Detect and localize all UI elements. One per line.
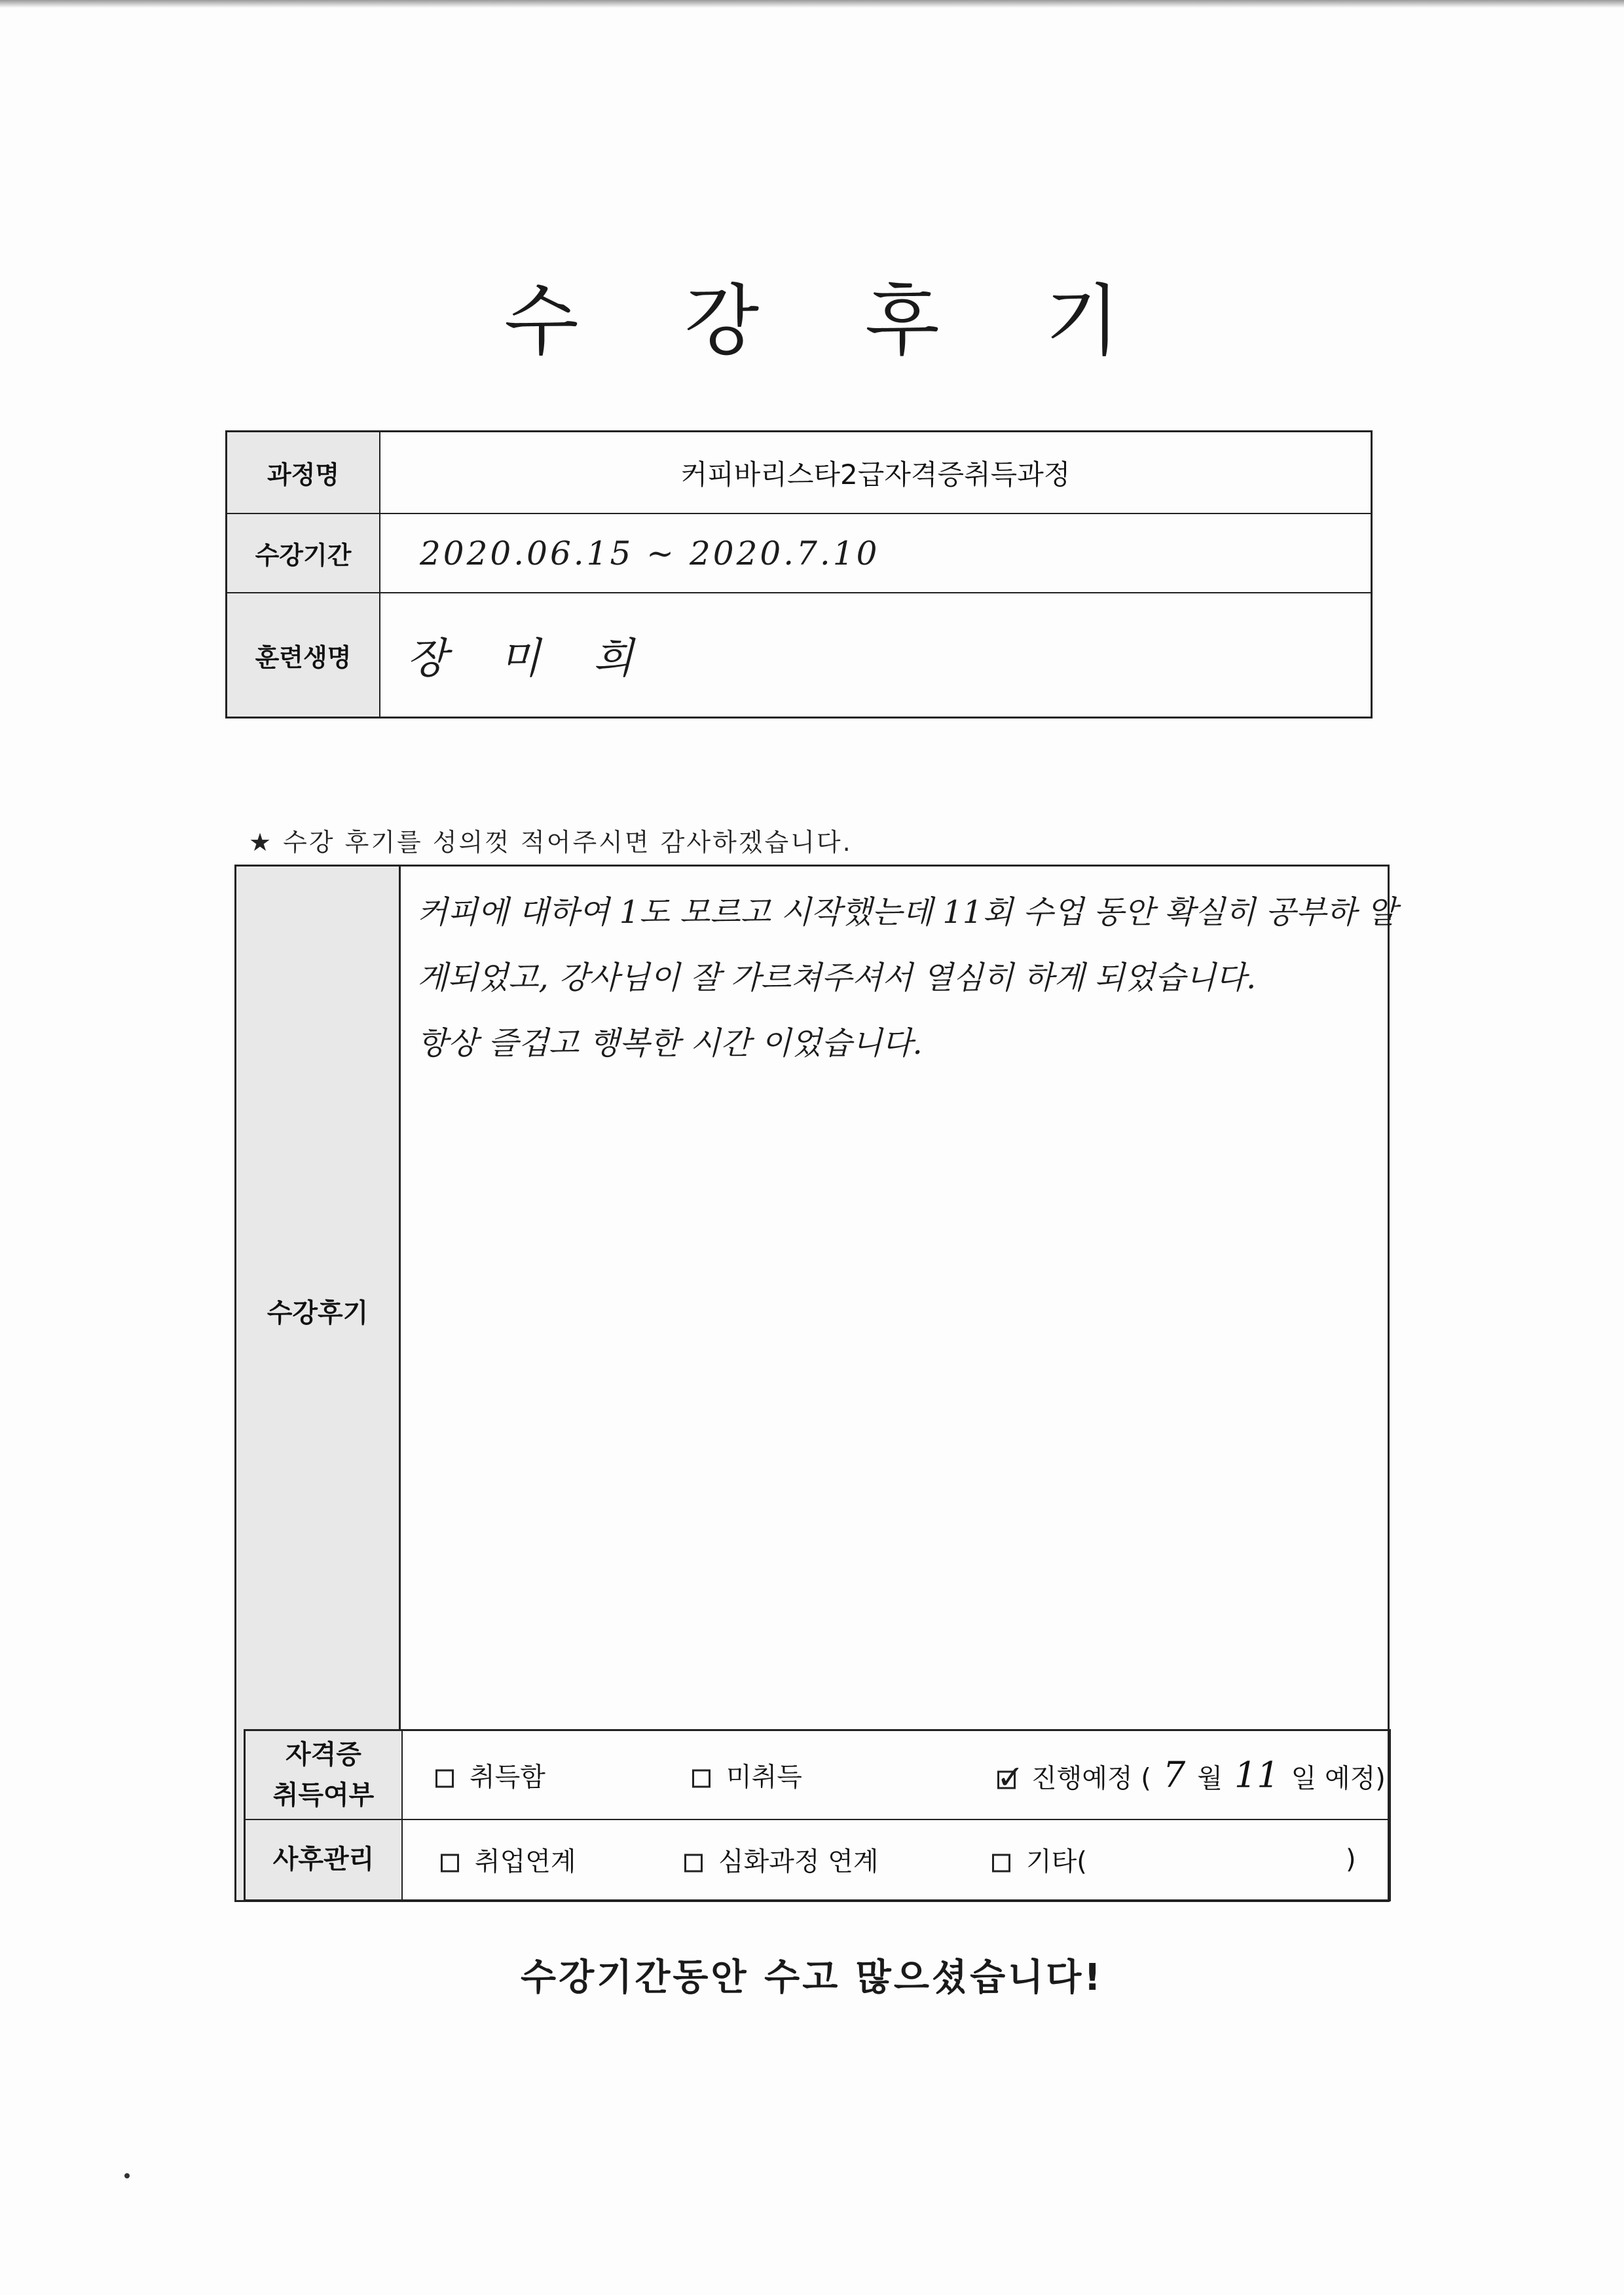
day-unit: 일 xyxy=(1291,1763,1317,1794)
certificate-label-line1: 자격증 xyxy=(286,1739,361,1770)
certificate-options xyxy=(402,1730,1390,1819)
course-name-label: 과정명 xyxy=(227,432,380,514)
course-info-table xyxy=(225,430,1373,718)
checkbox-planned-checked[interactable] xyxy=(997,1770,1016,1789)
closing-message: 수강기간동안 수고 많으셨습니다! xyxy=(521,1956,1103,1999)
planned-suffix: 예정) xyxy=(1324,1763,1386,1794)
open-paren: ( xyxy=(1141,1763,1151,1794)
option-acquired-label: 취득함 xyxy=(470,1762,545,1793)
scan-speck xyxy=(124,2173,130,2178)
page-top-edge xyxy=(0,0,1624,8)
review-line: 게되었고, 강사님이 잘 가르쳐주셔서 열심히 하게 되었습니다. xyxy=(417,960,1257,996)
document-title: 수 강 후 기 xyxy=(504,276,1161,366)
checkbox-other[interactable] xyxy=(992,1854,1010,1873)
period-value: 2020.06.15 ~ 2020.7.10 xyxy=(380,513,1372,593)
option-advanced-course-label: 심화과정 연계 xyxy=(718,1846,879,1877)
review-text xyxy=(417,880,1397,1076)
option-job-link[interactable] xyxy=(441,1841,576,1878)
option-other[interactable] xyxy=(992,1841,1087,1878)
option-advanced-course[interactable] xyxy=(684,1841,879,1878)
month-unit: 월 xyxy=(1197,1763,1223,1794)
review-label: 수강후기 xyxy=(267,1298,369,1328)
status-table xyxy=(244,1729,1391,1901)
option-acquired[interactable] xyxy=(435,1756,545,1793)
review-notice: ★ 수강 후기를 성의껏 적어주시면 감사하겠습니다. xyxy=(249,828,853,857)
aftercare-label: 사후관리 xyxy=(245,1819,403,1901)
checkbox-advanced-course[interactable] xyxy=(684,1854,703,1873)
review-line: 항상 즐겁고 행복한 시간 이었습니다. xyxy=(417,1025,923,1062)
option-planned[interactable] xyxy=(997,1754,1386,1795)
period-label: 수강기간 xyxy=(227,513,380,593)
review-line: 커피에 대하여 1도 모르고 시작했는데 11회 수업 동안 확실히 공부하 알 xyxy=(417,894,1397,931)
other-close-paren: ) xyxy=(1346,1844,1356,1875)
option-job-link-label: 취업연계 xyxy=(475,1846,576,1877)
trainee-name-label: 훈련생명 xyxy=(227,593,380,717)
aftercare-options xyxy=(402,1819,1390,1901)
option-not-acquired[interactable] xyxy=(692,1756,802,1793)
trainee-name-value: 장 미 희 xyxy=(380,593,1372,717)
option-not-acquired-label: 미취득 xyxy=(726,1762,802,1793)
option-planned-label: 진행예정 xyxy=(1031,1763,1133,1794)
checkbox-acquired[interactable] xyxy=(435,1769,454,1787)
option-other-label: 기타( xyxy=(1026,1846,1087,1877)
planned-day-value: 11 xyxy=(1234,1754,1280,1796)
planned-month-value: 7 xyxy=(1162,1754,1186,1796)
certificate-label xyxy=(245,1730,403,1819)
certificate-label-line2: 취득여부 xyxy=(272,1780,375,1810)
course-name-value: 커피바리스타2급자격증취득과정 xyxy=(380,432,1372,514)
checkbox-not-acquired[interactable] xyxy=(692,1769,710,1787)
checkbox-job-link[interactable] xyxy=(441,1854,459,1873)
